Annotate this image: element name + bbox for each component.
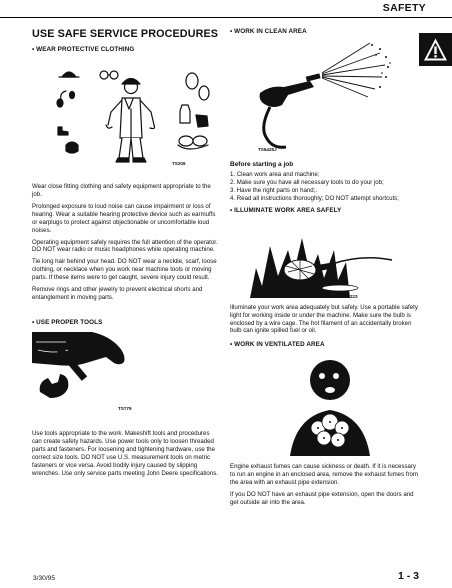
clothing-paragraph: Wear close fitting clothing and safety equipment appropriate to the job. <box>32 183 211 198</box>
page-number: 1 - 3 <box>398 570 420 582</box>
clothing-paragraph: Tie long hair behind your head. DO NOT wear a necktie, scarf, loose clothing, or necklace when you work near machine tools or moving parts. If these items were to get caught, severe injury could result. <box>32 258 217 282</box>
clean-area-figure <box>230 35 420 155</box>
ventilated-paragraph: Engine exhaust fumes can cause sickness or death. If it is necessary to run an engine in an enclosed area, remove the exhaust fumes from the area with an exhaust pipe extension. <box>230 463 419 487</box>
ventilated-paragraph: If you DO NOT have an exhaust pipe extension, open the doors and get outside air into the area. <box>230 491 414 507</box>
list-item: 4. Read all instructions thoroughly; DO NOT attempt shortcuts; <box>230 194 399 202</box>
section-title: SAFETY <box>382 2 426 14</box>
illuminate-figure <box>230 214 420 302</box>
clean-heading: • WORK IN CLEAN AREA <box>230 28 307 35</box>
list-item: 2. Make sure you have all necessary tools to do your job; <box>230 178 384 186</box>
work-light-illustration <box>230 214 420 302</box>
pressure-washer-illustration <box>230 35 420 155</box>
warning-tab <box>419 33 452 66</box>
figure-code: TS220 <box>340 448 354 454</box>
figure-code: TS779 <box>118 405 132 411</box>
exhaust-fumes-illustration <box>230 348 420 460</box>
clothing-paragraph: Prolonged exposure to loud noise can cause impairment or loss of hearing. Wear a suitable hearing protective device such as earmuffs or earplugs to protect against objectionable or uncomfortable loud noises. <box>32 202 216 234</box>
list-item: 1. Clean work area and machine; <box>230 171 320 178</box>
steps-list <box>230 171 420 203</box>
list-item: 3. Have the right parts on hand;. <box>230 186 318 194</box>
tools-heading: • USE PROPER TOOLS <box>32 318 103 326</box>
footer-date: 3/30/95 <box>33 575 55 582</box>
ventilated-heading: • WORK IN VENTILATED AREA <box>230 341 325 349</box>
clothing-paragraph: Operating equipment safely requires the full attention of the operator. DO NOT wear radio or music headphones while operating machine. <box>32 238 218 254</box>
figure-code: TS6425J <box>258 147 277 152</box>
tools-paragraph: Use tools appropriate to the work. Makeshift tools and procedures can create safety hazards. Use power tools only to loosen threaded parts and fasteners. For loosening and tightening hardware, use the correct size tools. DO NOT use U.S. measurement tools on metric fasteners or vice versa. Avoid bodily injury caused by slipping wrenches. Use only service parts meeting John Deere specifications. <box>32 429 218 477</box>
ventilated-figure <box>230 348 420 460</box>
protective-clothing-illustration <box>32 53 220 167</box>
proper-tools-figure <box>32 326 220 424</box>
right-column <box>230 28 420 511</box>
page-title: USE SAFE SERVICE PROCEDURES <box>32 28 219 40</box>
before-starting-heading: Before starting a job <box>230 161 294 168</box>
clothing-paragraph: Remove rings and other jewelry to prevent electrical shorts and entanglement in moving parts. <box>32 286 203 302</box>
header-rule <box>0 17 452 18</box>
protective-clothing-figure <box>32 53 220 167</box>
illuminate-heading: • ILLUMINATE WORK AREA SAFELY <box>230 206 342 214</box>
clothing-heading: • WEAR PROTECTIVE CLOTHING <box>32 46 135 53</box>
warning-triangle-icon <box>423 37 448 62</box>
illuminate-paragraph: Illuminate your work area adequately but safely. Use a portable safety light for working inside or under the machine. Make sure the bulb is enclosed by a wire cage. The hot filament of an accidentally broken bulb can ignite spilled fuel or oil. <box>230 303 418 335</box>
left-column <box>32 28 220 482</box>
figure-code: TS206 <box>172 161 186 166</box>
figure-code: TS223 <box>344 293 358 299</box>
